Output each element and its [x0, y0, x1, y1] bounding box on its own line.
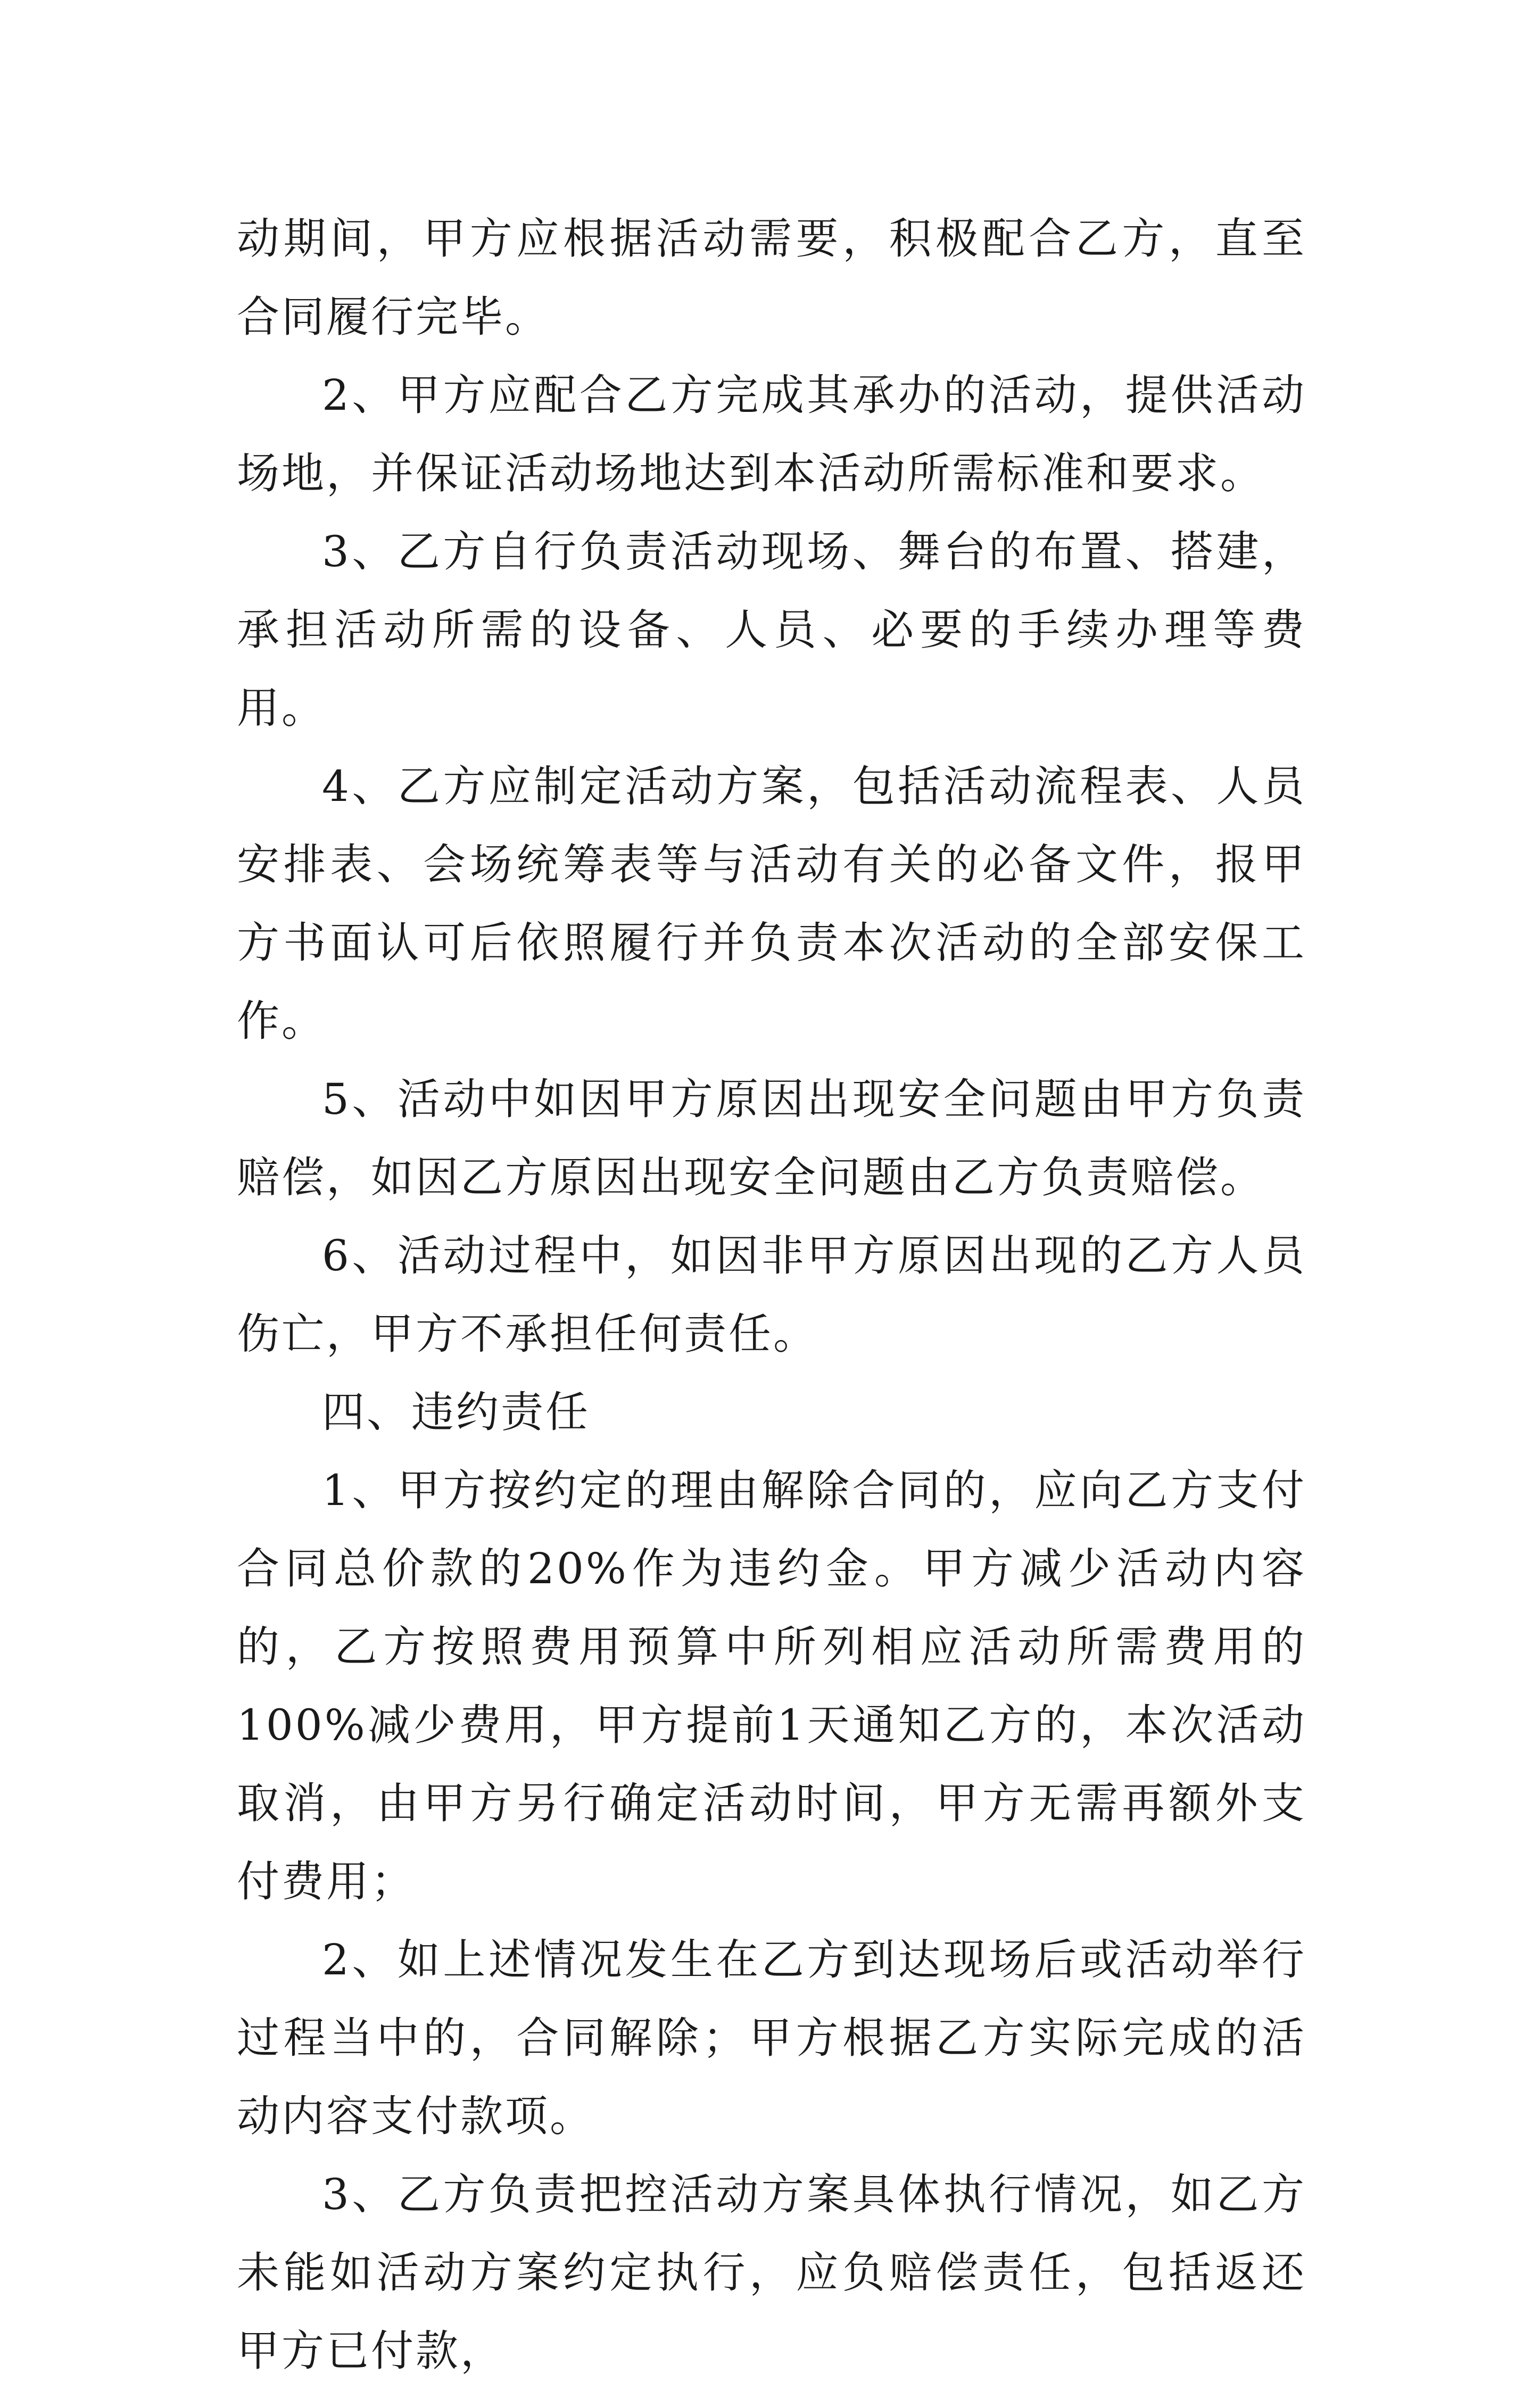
paragraph-clause-3-2: 2、甲方应配合乙方完成其承办的活动，提供活动场地，并保证活动场地达到本活动所需标准和要求。 [237, 370, 1306, 498]
paragraph-clause-4-2: 2、如上述情况发生在乙方到达现场后或活动举行过程当中的，合同解除；甲方根据乙方实际完成的活动内容支付款项。 [237, 1935, 1306, 2141]
paragraph-clause-3-3: 3、乙方自行负责活动现场、舞台的布置、搭建，承担活动所需的设备、人员、必要的手续办理等费用。 [237, 527, 1306, 733]
paragraph-clause-3-6: 6、活动过程中，如因非甲方原因出现的乙方人员伤亡，甲方不承担任何责任。 [237, 1231, 1306, 1359]
section-heading-breach-liability: 四、违约责任 [322, 1387, 590, 1437]
paragraph-continuation: 动期间，甲方应根据活动需要，积极配合乙方，直至合同履行完毕。 [237, 214, 1306, 342]
contract-body [237, 200, 1306, 2390]
paragraph-clause-4-3: 3、乙方负责把控活动方案具体执行情况，如乙方未能如活动方案约定执行，应负赔偿责任，包括返还甲方已付款， [237, 2170, 1306, 2376]
paragraph-clause-3-5: 5、活动中如因甲方原因出现安全问题由甲方负责赔偿，如因乙方原因出现安全问题由乙方负责赔偿。 [237, 1074, 1306, 1202]
paragraph-clause-4-1: 1、甲方按约定的理由解除合同的，应向乙方支付合同总价款的20%作为违约金。甲方减少活动内容的，乙方按照费用预算中所列相应活动所需费用的100%减少费用，甲方提前1天通知乙方的，本次活动取消，由甲方另行确定活动时间，甲方无需再额外支付费用； [237, 1466, 1306, 1906]
paragraph-clause-3-4: 4、乙方应制定活动方案，包括活动流程表、人员安排表、会场统筹表等与活动有关的必备文件，报甲方书面认可后依照履行并负责本次活动的全部安保工作。 [237, 762, 1306, 1046]
